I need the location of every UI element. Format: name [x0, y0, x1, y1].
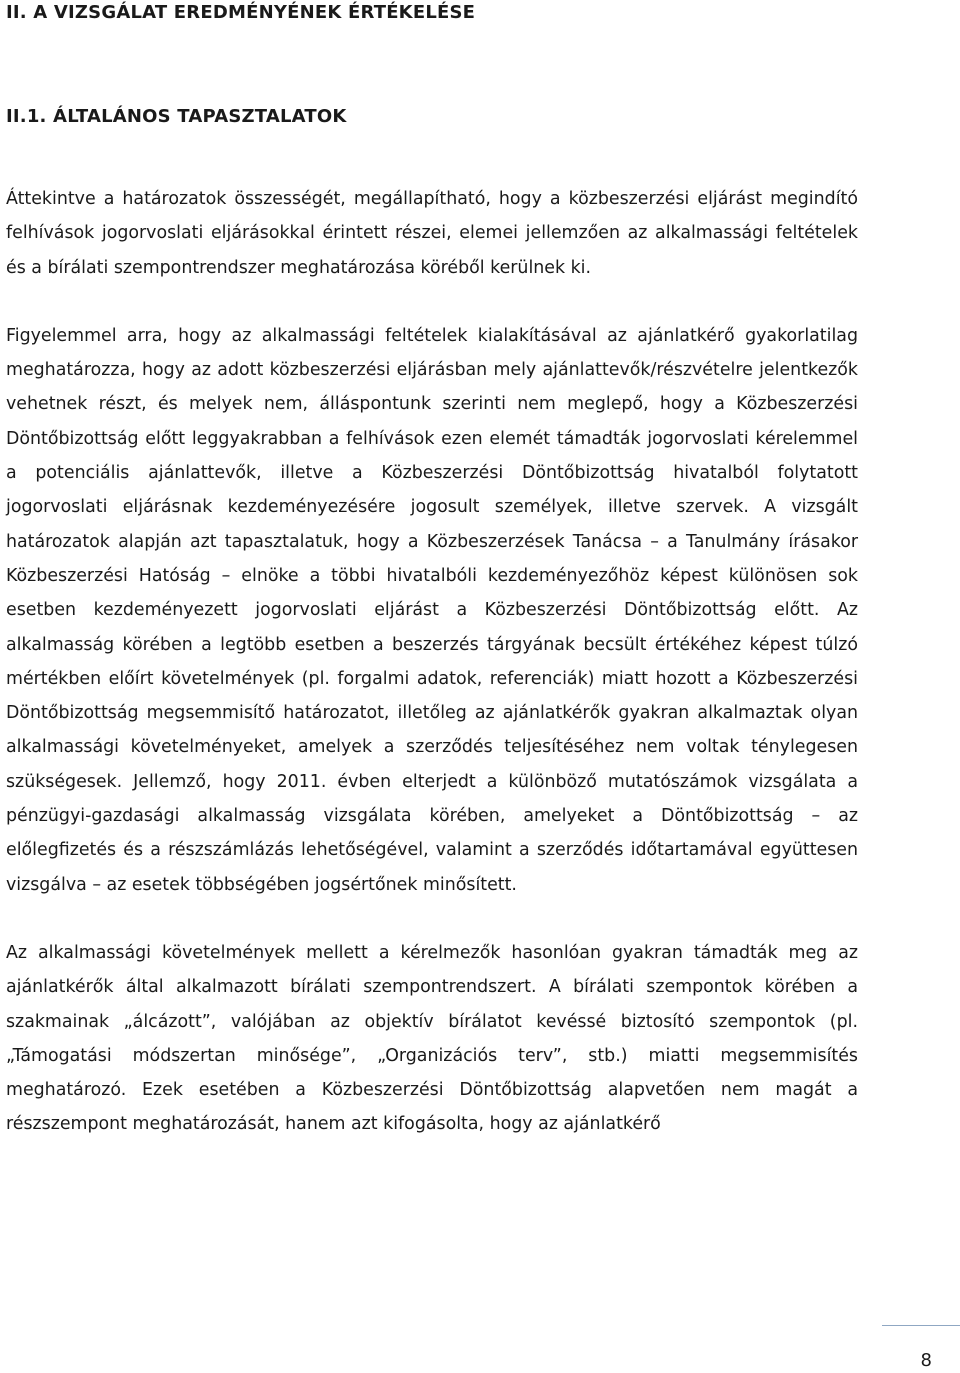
body-paragraph: Figyelemmel arra, hogy az alkalmassági feltételek kialakításával az ajánlatkérő gyakorlatilag meghatározza, hogy az adott közbeszerzési eljárásban mely ajánlattevők/részvételre jelentkezők vehetnek részt, és melyek nem, álláspontunk szerinti nem meglepő, hogy a Közbeszerzési Döntőbizottság előtt leggyakrabban a felhívások ezen elemét támadták jogorvoslati kérelemmel a potenciális ajánlattevők, illetve a Közbeszerzési Döntőbizottság hivatalból folytatott jogorvoslati eljárásnak kezdeményezésére jogosult személyek, illetve szervek. A vizsgált határozatok alapján azt tapasztalatuk, hogy a Közbeszerzések Tanácsa – a Tanulmány írásakor Közbeszerzési Hatóság – elnöke a többi hivatalbóli kezdeményezőhöz képest különösen sok esetben kezdeményezett jogorvoslati eljárást a Közbeszerzési Döntőbizottság előtt. Az alkalmasság körében a legtöbb esetben a beszerzés tárgyának becsült értékéhez képest túlzó mértékben előírt követelmények (pl. forgalmi adatok, referenciák) miatt hozott a Közbeszerzési Döntőbizottság megsemmisítő határozatot, illetőleg az ajánlatkérők gyakran alkalmaztak olyan alkalmassági követelményeket, amelyek a szerződés teljesítéséhez nem voltak ténylegesen szükségesek. Jellemző, hogy 2011. évben elterjedt a különböző mutatószámok vizsgálata a pénzügyi-gazdasági alkalmasság vizsgálata körében, amelyeket a Döntőbizottság – az előlegfizetés és a részszámlázás lehetőségével, valamint a szerződés időtartamával együttesen vizsgálva – az esetek többségében jogsértőnek minősített.: [6, 325, 858, 895]
footer-divider: [882, 1325, 960, 1326]
body-paragraph: Az alkalmassági követelmények mellett a kérelmezők hasonlóan gyakran támadták meg az ajánlatkérők által alkalmazott bírálati szempontrendszert. A bírálati szempontok körében a szakmainak „álcázott”, valójában az objektív bírálatot kevéssé biztosító szempontok (pl. „Támogatási módszertan minősége”, „Organizációs terv”, stb.) miatti megsemmisítés meghatározó. Ezek esetében a Közbeszerzési Döntőbizottság alapvetően nem magát a részszempont meghatározását, hanem azt kifogásolta, hogy az ajánlatkérő: [6, 942, 858, 1135]
chapter-heading: II. A VIZSGÁLAT EREDMÉNYÉNEK ÉRTÉKELÉSE: [6, 2, 476, 23]
section-heading: II.1. ÁLTALÁNOS TAPASZTALATOK: [6, 106, 347, 127]
body-paragraph: Áttekintve a határozatok összességét, megállapítható, hogy a közbeszerzési eljárást megindító felhívások jogorvoslati eljárásokkal érintett részei, elemei jellemzően az alkalmassági feltételek és a bírálati szempontrendszer meghatározása köréből kerülnek ki.: [6, 189, 858, 278]
document-page: [6, 0, 858, 1142]
page-number: 8: [920, 1350, 932, 1371]
